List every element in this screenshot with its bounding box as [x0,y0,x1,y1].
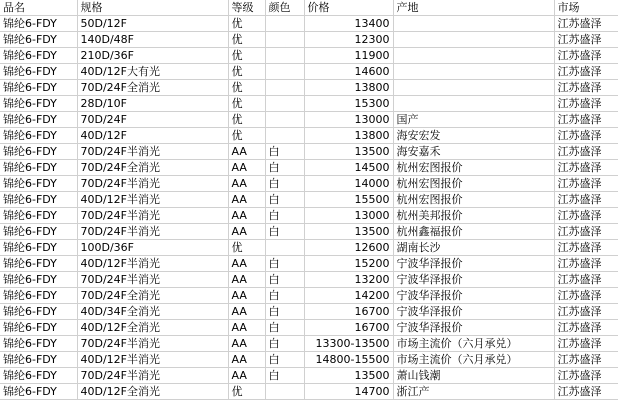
cell-price[interactable]: 13500 [304,368,393,384]
cell-name[interactable]: 锦纶6-FDY [0,80,77,96]
cell-spec[interactable]: 40D/12F半消光 [77,192,228,208]
cell-price[interactable]: 13800 [304,80,393,96]
table-row [0,160,618,176]
cell-name[interactable]: 锦纶6-FDY [0,32,77,48]
cell-color[interactable]: 白 [265,208,304,224]
cell-market[interactable]: 江苏盛泽 [554,336,618,352]
table-row [0,176,618,192]
cell-color[interactable]: 白 [265,160,304,176]
cell-grade[interactable]: 优 [228,48,265,64]
cell-grade[interactable]: 优 [228,240,265,256]
cell-price[interactable]: 12600 [304,240,393,256]
cell-color[interactable] [265,384,304,400]
cell-origin[interactable]: 湖南长沙 [393,240,554,256]
cell-spec[interactable]: 70D/24F半消光 [77,144,228,160]
cell-grade[interactable]: AA [228,176,265,192]
cell-spec[interactable]: 70D/24F [77,112,228,128]
cell-market[interactable]: 江苏盛泽 [554,112,618,128]
cell-price[interactable]: 11900 [304,48,393,64]
cell-price[interactable]: 12300 [304,32,393,48]
cell-spec[interactable]: 70D/24F全消光 [77,80,228,96]
cell-price[interactable]: 13000 [304,112,393,128]
cell-market[interactable]: 江苏盛泽 [554,64,618,80]
cell-name[interactable]: 锦纶6-FDY [0,160,77,176]
cell-name[interactable]: 锦纶6-FDY [0,48,77,64]
cell-name[interactable]: 锦纶6-FDY [0,176,77,192]
cell-spec[interactable]: 210D/36F [77,48,228,64]
cell-name[interactable]: 锦纶6-FDY [0,368,77,384]
cell-origin[interactable]: 萧山钱潮 [393,368,554,384]
column-header-market[interactable]: 市场 [554,0,618,16]
cell-market[interactable]: 江苏盛泽 [554,256,618,272]
cell-grade[interactable]: AA [228,160,265,176]
cell-grade[interactable]: 优 [228,96,265,112]
cell-market[interactable]: 江苏盛泽 [554,192,618,208]
cell-grade[interactable]: 优 [228,128,265,144]
cell-price[interactable]: 13000 [304,208,393,224]
cell-price[interactable]: 13200 [304,272,393,288]
cell-market[interactable]: 江苏盛泽 [554,176,618,192]
table-row [0,368,618,384]
cell-market[interactable]: 江苏盛泽 [554,96,618,112]
cell-color[interactable] [265,32,304,48]
table-row [0,272,618,288]
cell-name[interactable]: 锦纶6-FDY [0,96,77,112]
cell-spec[interactable]: 28D/10F [77,96,228,112]
cell-name[interactable]: 锦纶6-FDY [0,336,77,352]
table-row [0,352,618,368]
cell-market[interactable]: 江苏盛泽 [554,80,618,96]
cell-grade[interactable]: 优 [228,384,265,400]
table-row [0,320,618,336]
cell-color[interactable]: 白 [265,368,304,384]
cell-market[interactable]: 江苏盛泽 [554,240,618,256]
column-header-name[interactable]: 品名 [0,0,77,16]
cell-grade[interactable]: 优 [228,16,265,32]
cell-name[interactable]: 锦纶6-FDY [0,240,77,256]
cell-name[interactable]: 锦纶6-FDY [0,352,77,368]
cell-grade[interactable]: AA [228,304,265,320]
cell-color[interactable] [265,240,304,256]
cell-grade[interactable]: AA [228,288,265,304]
cell-name[interactable]: 锦纶6-FDY [0,256,77,272]
cell-grade[interactable]: AA [228,224,265,240]
cell-grade[interactable]: AA [228,192,265,208]
cell-grade[interactable]: 优 [228,32,265,48]
cell-grade[interactable]: 优 [228,80,265,96]
cell-market[interactable]: 江苏盛泽 [554,48,618,64]
cell-color[interactable]: 白 [265,192,304,208]
cell-spec[interactable]: 140D/48F [77,32,228,48]
cell-name[interactable]: 锦纶6-FDY [0,192,77,208]
cell-price[interactable]: 13500 [304,144,393,160]
table-row [0,144,618,160]
cell-origin[interactable] [393,64,554,80]
cell-market[interactable]: 江苏盛泽 [554,288,618,304]
cell-market[interactable]: 江苏盛泽 [554,208,618,224]
cell-origin[interactable]: 海安嘉禾 [393,144,554,160]
header-row [0,0,618,16]
cell-color[interactable]: 白 [265,144,304,160]
table-row [0,112,618,128]
cell-name[interactable]: 锦纶6-FDY [0,128,77,144]
cell-price[interactable]: 14600 [304,64,393,80]
cell-color[interactable]: 白 [265,272,304,288]
cell-origin[interactable] [393,96,554,112]
cell-spec[interactable]: 70D/24F半消光 [77,368,228,384]
table-row [0,240,618,256]
cell-name[interactable]: 锦纶6-FDY [0,288,77,304]
cell-price[interactable]: 14800-15500 [304,352,393,368]
cell-origin[interactable]: 宁波华泽报价 [393,272,554,288]
table-row [0,336,618,352]
cell-name[interactable]: 锦纶6-FDY [0,112,77,128]
cell-spec[interactable]: 70D/24F全消光 [77,160,228,176]
cell-spec[interactable]: 70D/24F半消光 [77,208,228,224]
column-header-spec[interactable]: 规格 [77,0,228,16]
cell-price[interactable]: 15200 [304,256,393,272]
cell-market[interactable]: 江苏盛泽 [554,144,618,160]
cell-grade[interactable]: AA [228,256,265,272]
cell-origin[interactable]: 市场主流价（六月承兑） [393,336,554,352]
cell-name[interactable]: 锦纶6-FDY [0,320,77,336]
cell-market[interactable]: 江苏盛泽 [554,32,618,48]
cell-color[interactable] [265,48,304,64]
cell-spec[interactable]: 40D/12F半消光 [77,352,228,368]
column-header-price[interactable]: 价格 [304,0,393,16]
table-row [0,288,618,304]
cell-spec[interactable]: 70D/24F半消光 [77,176,228,192]
cell-spec[interactable]: 40D/12F [77,128,228,144]
cell-color[interactable] [265,16,304,32]
cell-price[interactable]: 13500 [304,224,393,240]
cell-market[interactable]: 江苏盛泽 [554,352,618,368]
cell-grade[interactable]: 优 [228,64,265,80]
cell-name[interactable]: 锦纶6-FDY [0,16,77,32]
table-row [0,16,618,32]
cell-spec[interactable]: 40D/12F全消光 [77,384,228,400]
cell-color[interactable] [265,96,304,112]
cell-price[interactable]: 14200 [304,288,393,304]
cell-spec[interactable]: 40D/12F大有光 [77,64,228,80]
table-row [0,224,618,240]
cell-spec[interactable]: 40D/12F全消光 [77,320,228,336]
table-row [0,208,618,224]
cell-grade[interactable]: AA [228,368,265,384]
cell-spec[interactable]: 40D/34F全消光 [77,304,228,320]
cell-price[interactable]: 13300-13500 [304,336,393,352]
cell-origin[interactable]: 宁波华泽报价 [393,256,554,272]
cell-origin[interactable]: 杭州美邦报价 [393,208,554,224]
cell-spec[interactable]: 70D/24F全消光 [77,288,228,304]
cell-grade[interactable]: AA [228,336,265,352]
cell-origin[interactable]: 浙江产 [393,384,554,400]
cell-color[interactable]: 白 [265,256,304,272]
cell-color[interactable] [265,128,304,144]
table-row [0,80,618,96]
cell-price[interactable]: 14000 [304,176,393,192]
cell-color[interactable] [265,112,304,128]
cell-origin[interactable]: 市场主流价（六月承兑） [393,352,554,368]
cell-color[interactable] [265,80,304,96]
cell-origin[interactable]: 杭州宏图报价 [393,176,554,192]
cell-grade[interactable]: AA [228,208,265,224]
cell-market[interactable]: 江苏盛泽 [554,320,618,336]
cell-market[interactable]: 江苏盛泽 [554,368,618,384]
cell-origin[interactable]: 海安宏发 [393,128,554,144]
cell-origin[interactable]: 宁波华泽报价 [393,288,554,304]
cell-origin[interactable]: 国产 [393,112,554,128]
column-header-origin[interactable]: 产地 [393,0,554,16]
column-header-grade[interactable]: 等级 [228,0,265,16]
cell-market[interactable]: 江苏盛泽 [554,384,618,400]
table-row [0,96,618,112]
cell-origin[interactable] [393,48,554,64]
cell-color[interactable]: 白 [265,304,304,320]
cell-color[interactable]: 白 [265,336,304,352]
cell-origin[interactable] [393,32,554,48]
cell-grade[interactable]: AA [228,272,265,288]
cell-price[interactable]: 14700 [304,384,393,400]
cell-market[interactable]: 江苏盛泽 [554,160,618,176]
cell-name[interactable]: 锦纶6-FDY [0,144,77,160]
table-row [0,32,618,48]
cell-spec[interactable]: 70D/24F半消光 [77,336,228,352]
cell-origin[interactable] [393,16,554,32]
cell-origin[interactable]: 杭州鑫福报价 [393,224,554,240]
cell-price[interactable]: 16700 [304,304,393,320]
cell-market[interactable]: 江苏盛泽 [554,16,618,32]
cell-price[interactable]: 13800 [304,128,393,144]
cell-grade[interactable]: AA [228,144,265,160]
cell-spec[interactable]: 50D/12F [77,16,228,32]
cell-spec[interactable]: 40D/12F半消光 [77,256,228,272]
column-header-color[interactable]: 颜色 [265,0,304,16]
cell-spec[interactable]: 70D/24F半消光 [77,272,228,288]
cell-color[interactable] [265,64,304,80]
cell-name[interactable]: 锦纶6-FDY [0,384,77,400]
table-row [0,64,618,80]
cell-price[interactable]: 13400 [304,16,393,32]
cell-origin[interactable]: 杭州宏图报价 [393,160,554,176]
cell-name[interactable]: 锦纶6-FDY [0,208,77,224]
cell-name[interactable]: 锦纶6-FDY [0,224,77,240]
table-row [0,192,618,208]
cell-name[interactable]: 锦纶6-FDY [0,272,77,288]
cell-spec[interactable]: 100D/36F [77,240,228,256]
cell-grade[interactable]: 优 [228,112,265,128]
cell-origin[interactable]: 宁波华泽报价 [393,320,554,336]
cell-spec[interactable]: 70D/24F半消光 [77,224,228,240]
cell-price[interactable]: 15300 [304,96,393,112]
cell-origin[interactable]: 宁波华泽报价 [393,304,554,320]
cell-price[interactable]: 15500 [304,192,393,208]
cell-color[interactable]: 白 [265,320,304,336]
cell-origin[interactable]: 杭州宏图报价 [393,192,554,208]
cell-color[interactable]: 白 [265,288,304,304]
cell-market[interactable]: 江苏盛泽 [554,272,618,288]
table-row [0,304,618,320]
table-row [0,128,618,144]
cell-market[interactable]: 江苏盛泽 [554,128,618,144]
cell-price[interactable]: 14500 [304,160,393,176]
cell-grade[interactable]: AA [228,352,265,368]
table-row [0,384,618,400]
cell-price[interactable]: 16700 [304,320,393,336]
cell-origin[interactable] [393,80,554,96]
cell-market[interactable]: 江苏盛泽 [554,304,618,320]
cell-name[interactable]: 锦纶6-FDY [0,304,77,320]
cell-color[interactable]: 白 [265,176,304,192]
cell-grade[interactable]: AA [228,320,265,336]
cell-market[interactable]: 江苏盛泽 [554,224,618,240]
table-row [0,256,618,272]
table-row [0,48,618,64]
cell-color[interactable]: 白 [265,352,304,368]
cell-name[interactable]: 锦纶6-FDY [0,64,77,80]
cell-color[interactable]: 白 [265,224,304,240]
